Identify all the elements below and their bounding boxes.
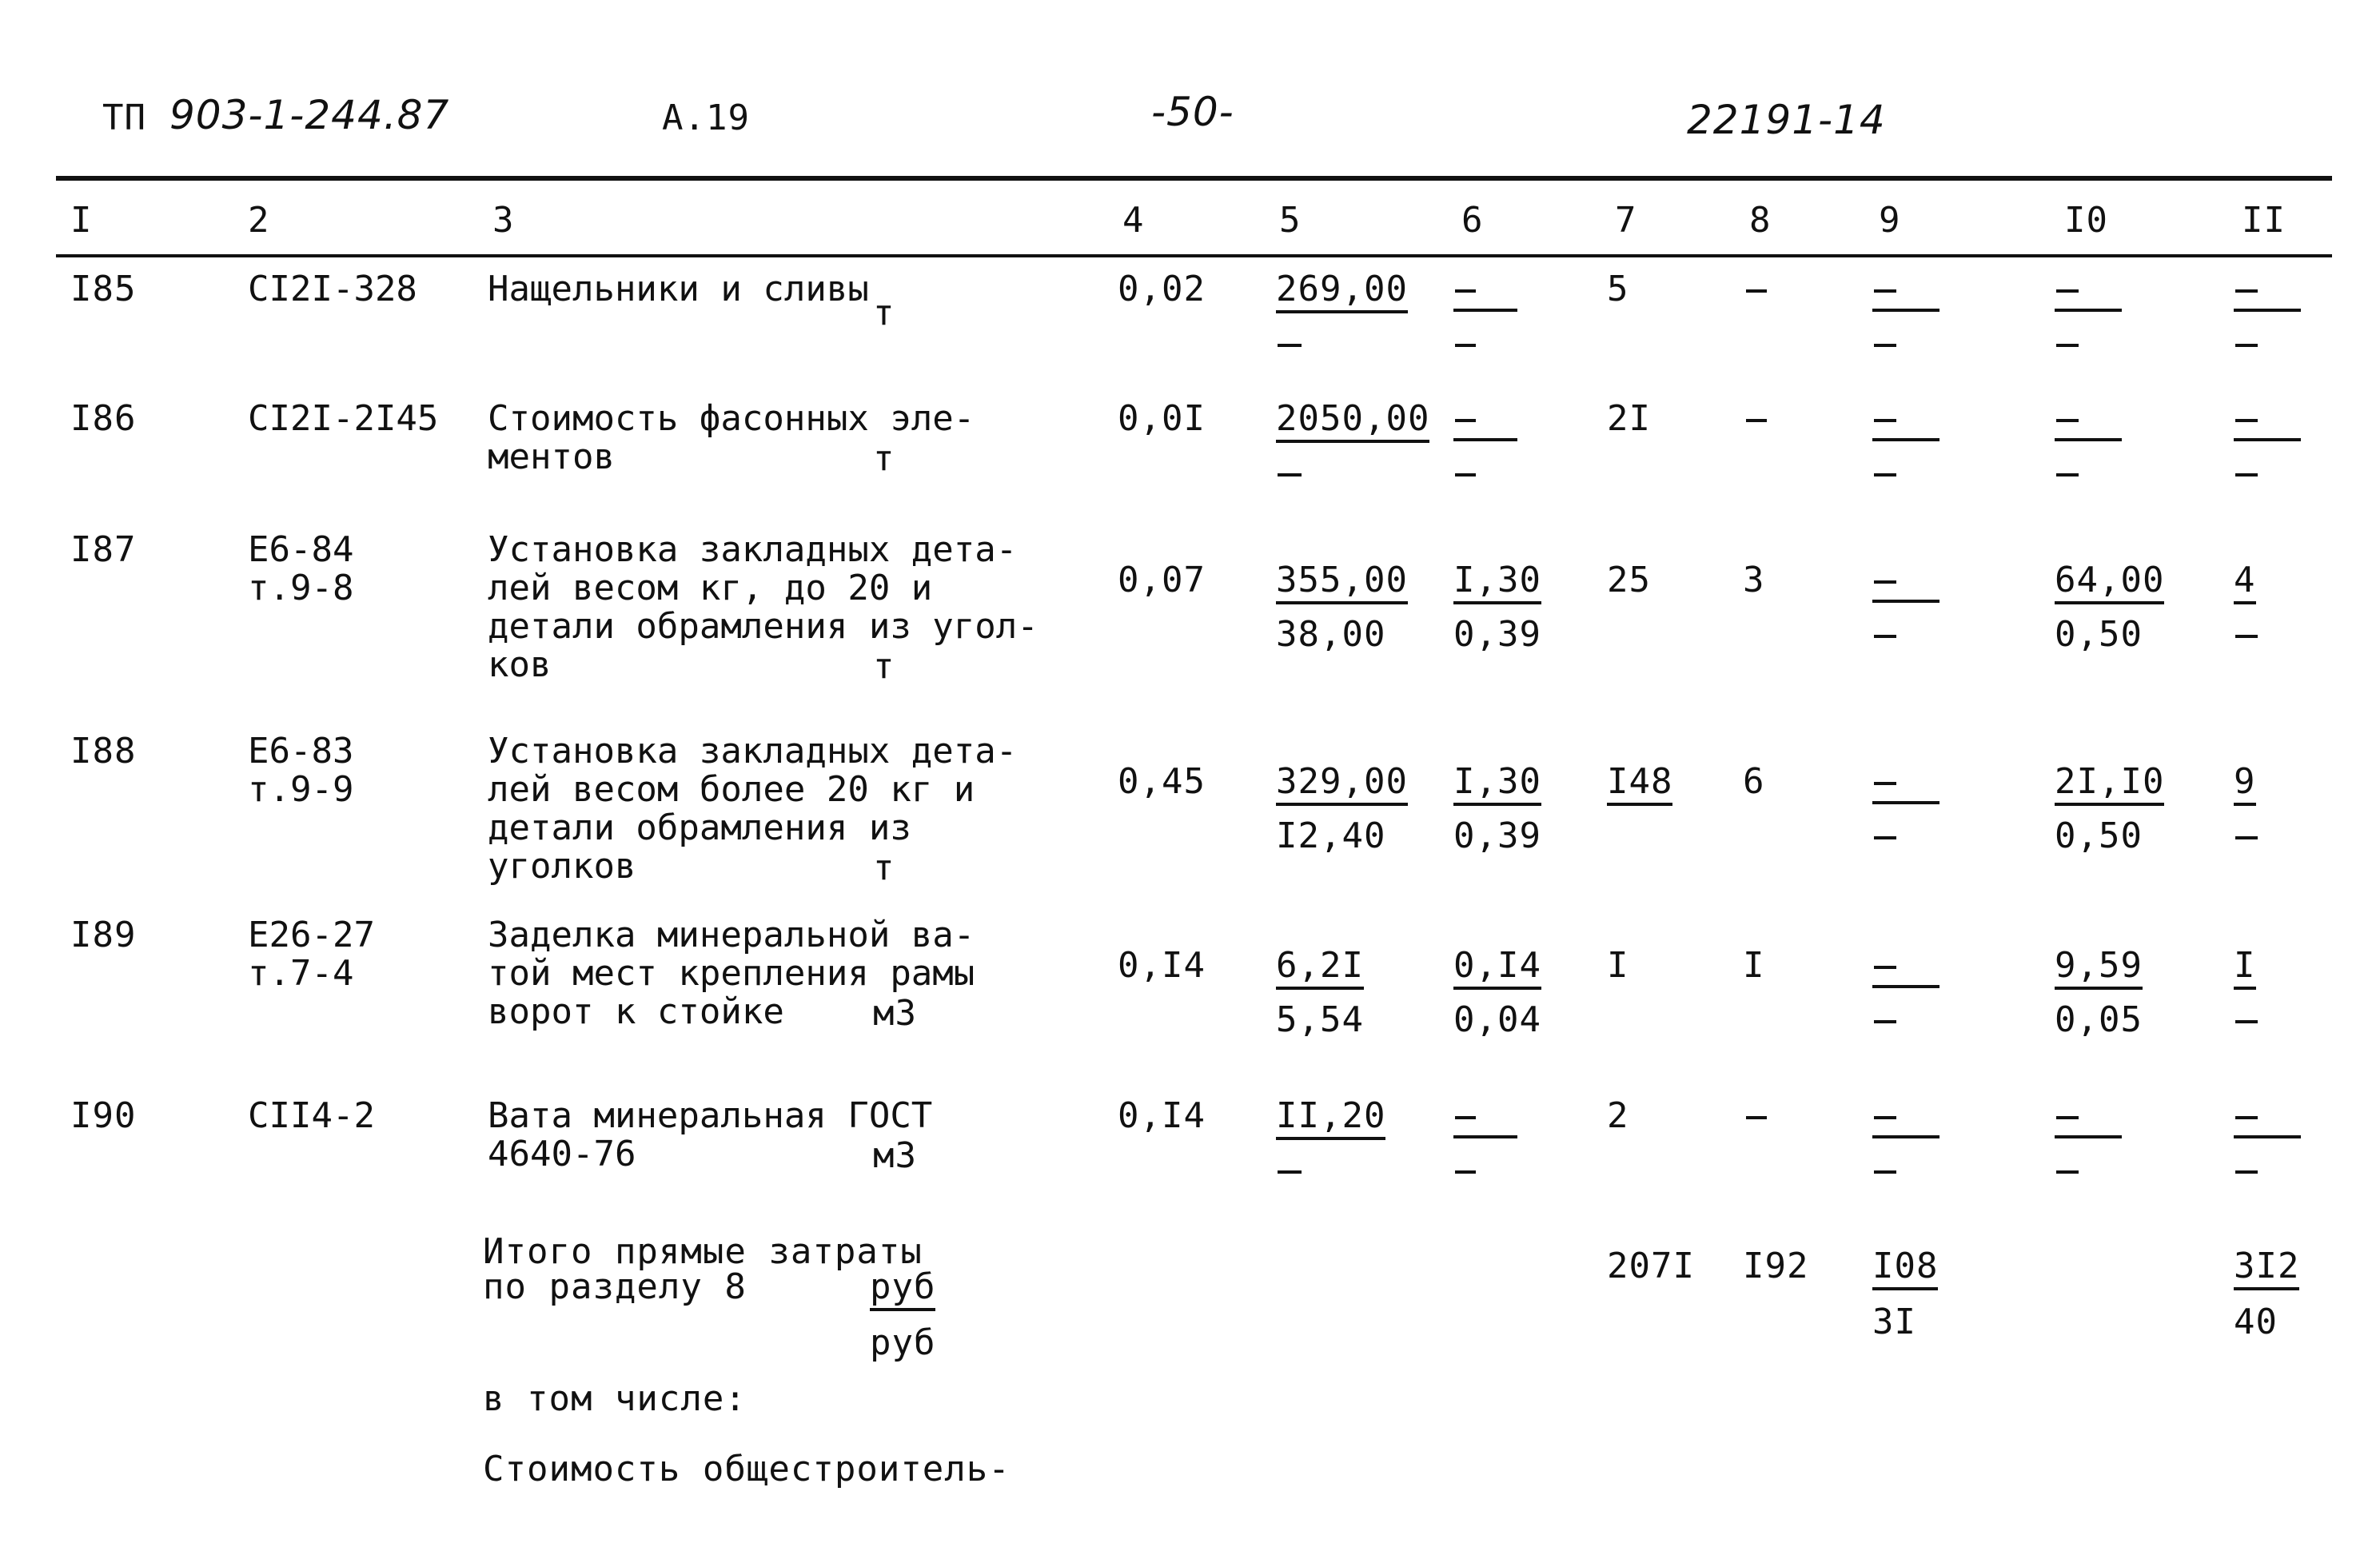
column-header: 9 [1879,200,1901,241]
cost-line: Стоимость общестроитель- [483,1449,1011,1489]
cell-col-8: 6 [1743,761,1765,802]
row-unit: т [873,293,895,333]
totals-col-9-bottom: 3I [1872,1302,1916,1342]
totals-label-line-1: Итого прямые затраты [483,1231,923,1272]
row-description-line: Вата минеральная ГОСТ [488,1095,933,1136]
cell-col-10-bottom: 0,05 [2055,999,2143,1040]
row-quantity: 0,07 [1118,560,1206,600]
row-code-line: CII4-2 [248,1095,375,1136]
cell-col-9-top [1874,419,1896,422]
tp-number: 903-1-244.87 [169,92,450,138]
including-label: в том числе: [483,1378,747,1419]
cell-col-6-top [1453,763,1541,801]
cell-col-11-bottom [2235,1020,2258,1023]
cell-col-10-bottom [2056,1170,2079,1174]
cell-col-11-bottom [2235,1170,2258,1174]
cell-col-6-top-rule [1453,438,1517,441]
row-description-line: Нащельники и сливы [488,269,869,309]
row-code-line: CI2I-2I45 [248,398,439,439]
cell-col-10-bottom [2056,344,2079,347]
cell-col-9-top [1874,289,1896,293]
column-header: 7 [1615,200,1637,241]
cell-col-6-top [1455,419,1476,422]
cell-col-5-bottom: 38,00 [1276,614,1386,655]
table-top-rule [56,176,2332,181]
cell-col-5-top [1276,270,1408,309]
row-description-line: 4640-76 [488,1134,636,1174]
row-unit: т [873,646,895,687]
row-description-line: Установка закладных дета- [488,731,1018,772]
cell-col-9-bottom [1874,473,1896,476]
cell-col-7 [1607,763,1672,801]
row-description [488,270,869,309]
cell-col-11-top-rule [2234,309,2301,312]
cell-col-11-bottom [2235,473,2258,476]
cell-col-8 [1746,419,1767,422]
cell-col-6-top-rule [1453,1135,1517,1138]
row-description [488,529,1039,687]
totals-unit-bottom: руб [870,1322,936,1363]
row-description-line: той мест крепления рамы [488,953,975,994]
row-code [248,1097,375,1135]
cell-col-5-top [1276,947,1364,985]
row-quantity: 0,45 [1118,761,1206,802]
cell-col-11-top [2235,289,2258,293]
row-code [248,400,438,438]
cell-col-5-top-value: 2050,00 [1276,398,1429,443]
row-description [488,398,975,479]
cell-col-5-bottom: I2,40 [1276,815,1386,856]
row-description [488,1097,932,1174]
row-code [248,916,375,993]
cell-col-9-top-rule [1872,1135,1939,1138]
cell-col-6-bottom [1455,473,1476,476]
cell-col-9-top [1874,782,1896,785]
column-header: I0 [2064,200,2108,241]
row-code-line: Е6-83 [248,731,354,772]
column-header: 8 [1749,200,1772,241]
cell-col-9-bottom [1874,635,1896,638]
page-number: -50- [1151,89,1234,135]
cell-col-10-top [2055,763,2164,801]
cell-col-5-top-value: 269,00 [1276,269,1408,313]
row-description-line: детали обрамления из [488,807,911,848]
totals-col-11-bottom: 40 [2234,1302,2278,1342]
cell-col-10-top [2055,561,2164,600]
cell-col-5-top [1276,763,1408,801]
table-header-rule [56,254,2332,257]
cell-col-9-top [1874,1116,1896,1119]
cell-col-10-bottom [2056,473,2079,476]
row-number: I90 [70,1095,137,1136]
totals-col-8: I92 [1743,1246,1809,1286]
cell-col-10-top [2056,1116,2079,1119]
row-description-line: лей весом более 20 кг и [488,769,975,810]
cell-col-5-top-value: II,20 [1276,1095,1385,1140]
cell-col-8: I [1743,945,1765,986]
row-description-line: лей весом кг, до 20 и [488,568,933,608]
row-code-line: Е6-84 [248,529,354,570]
cell-col-11-bottom [2235,635,2258,638]
row-code-line: CI2I-328 [248,269,417,309]
cell-col-9-top [1874,966,1896,969]
cell-col-5-bottom [1278,473,1302,476]
cell-col-10-top-rule [2055,1135,2122,1138]
cell-col-6-top [1455,289,1476,293]
row-description-line: Установка закладных дета- [488,529,1018,570]
album-label: А.19 [662,98,750,138]
cell-col-10-top [2055,947,2143,985]
cell-col-9-top-rule [1872,600,1939,603]
cell-col-6-bottom [1455,1170,1476,1174]
cell-col-8 [1746,1116,1767,1119]
row-description-line: ков [488,644,552,685]
row-description-line: ментов [488,437,615,477]
column-header: 3 [492,200,515,241]
cell-col-6-top [1455,1116,1476,1119]
column-header: 4 [1122,200,1145,241]
cell-col-6-bottom: 0,39 [1453,614,1541,655]
cell-col-6-top-value: I,30 [1453,761,1541,806]
row-description-line: Стоимость фасонных эле- [488,398,975,439]
row-quantity: 0,I4 [1118,1095,1206,1136]
cell-col-5-top-value: 6,2I [1276,945,1364,990]
row-description-line: Заделка минеральной ва- [488,915,975,955]
cell-col-11-top-value: I [2234,945,2256,990]
row-unit: т [873,847,895,888]
column-header: II [2242,200,2286,241]
tp-label: ТП [102,98,146,138]
cell-col-11-top [2235,1116,2258,1119]
cell-col-5-bottom [1278,344,1302,347]
cell-col-11-bottom [2235,344,2258,347]
column-header: 2 [248,200,270,241]
row-description-line: детали обрамления из угол- [488,606,1039,647]
cell-col-11-top [2235,419,2258,422]
row-number: I85 [70,269,137,309]
cell-col-10-top-value: 2I,I0 [2055,761,2164,806]
cell-col-5-bottom [1278,1170,1302,1174]
cell-col-6-top [1453,561,1541,600]
row-number: I89 [70,915,137,955]
column-header: 6 [1461,200,1484,241]
row-description [488,732,1017,886]
cell-col-10-bottom: 0,50 [2055,614,2143,655]
cell-col-9-top-rule [1872,309,1939,312]
cell-col-10-top-value: 9,59 [2055,945,2143,990]
cell-col-6-bottom [1455,344,1476,347]
row-code-line: т.7-4 [248,953,354,994]
cell-col-9-top [1874,580,1896,584]
cell-col-6-top-value: I,30 [1453,560,1541,604]
cell-col-9-bottom [1874,1020,1896,1023]
cell-col-5-top [1276,1097,1385,1135]
cell-col-10-bottom: 0,50 [2055,815,2143,856]
cell-col-9-top-rule [1872,985,1939,988]
cell-col-5-bottom: 5,54 [1276,999,1364,1040]
cell-col-5-top [1276,561,1408,600]
cell-col-11-top-value: 9 [2234,761,2256,806]
cell-col-7-value: I48 [1607,761,1672,806]
cell-col-6-top [1453,947,1541,985]
row-code-line: т.9-9 [248,769,354,810]
cell-col-8: 3 [1743,560,1765,600]
cell-col-6-bottom: 0,39 [1453,815,1541,856]
cell-col-8 [1746,289,1767,293]
row-code [248,732,353,809]
row-code-line: Е26-27 [248,915,375,955]
row-code [248,270,417,309]
cell-col-11-bottom [2235,836,2258,839]
cell-col-11-top [2234,561,2256,600]
document-code: 22191-14 [1687,97,1886,143]
cell-col-11-top-value: 4 [2234,560,2256,604]
cell-col-7: I [1607,945,1629,986]
row-description-line: уголков [488,846,636,887]
column-header: I [70,200,93,241]
row-unit: м3 [873,993,917,1034]
cell-col-10-top-rule [2055,309,2122,312]
row-number: I86 [70,398,137,439]
row-number: I88 [70,731,137,772]
cell-col-7: 5 [1607,269,1629,309]
cell-col-6-bottom: 0,04 [1453,999,1541,1040]
totals-col-11-top: 3I2 [2234,1247,2299,1286]
cell-col-11-top-rule [2234,1135,2301,1138]
cell-col-11-top [2234,763,2256,801]
cell-col-9-top-rule [1872,438,1939,441]
row-quantity: 0,I4 [1118,945,1206,986]
cell-col-10-top [2056,289,2079,293]
cell-col-5-top-value: 355,00 [1276,560,1408,604]
cell-col-7: 2I [1607,398,1651,439]
row-code-line: т.9-8 [248,568,354,608]
cell-col-10-top [2056,419,2079,422]
cell-col-11-top-rule [2234,438,2301,441]
totals-col-9-top: I08 [1872,1247,1938,1286]
cell-col-5-top [1276,400,1429,438]
row-quantity: 0,02 [1118,269,1206,309]
row-unit: т [873,438,895,479]
cell-col-5-top-value: 329,00 [1276,761,1408,806]
totals-unit-top: руб [870,1270,935,1305]
cell-col-9-bottom [1874,1170,1896,1174]
totals-col-7: 207I [1607,1246,1695,1286]
cell-col-6-top-rule [1453,309,1517,312]
cell-col-7: 25 [1607,560,1651,600]
row-code [248,531,353,608]
row-description-line: ворот к стойке [488,991,784,1032]
cell-col-11-top [2234,947,2256,985]
column-header: 5 [1279,200,1302,241]
cell-col-6-top-value: 0,I4 [1453,945,1541,990]
row-unit: м3 [873,1135,917,1176]
cell-col-9-bottom [1874,836,1896,839]
row-quantity: 0,0I [1118,398,1206,439]
cell-col-7: 2 [1607,1095,1629,1136]
cell-col-10-top-value: 64,00 [2055,560,2164,604]
row-number: I87 [70,529,137,570]
cell-col-9-bottom [1874,344,1896,347]
cell-col-9-top-rule [1872,801,1939,804]
cell-col-10-top-rule [2055,438,2122,441]
totals-label-line-2: по разделу 8 [483,1266,747,1307]
